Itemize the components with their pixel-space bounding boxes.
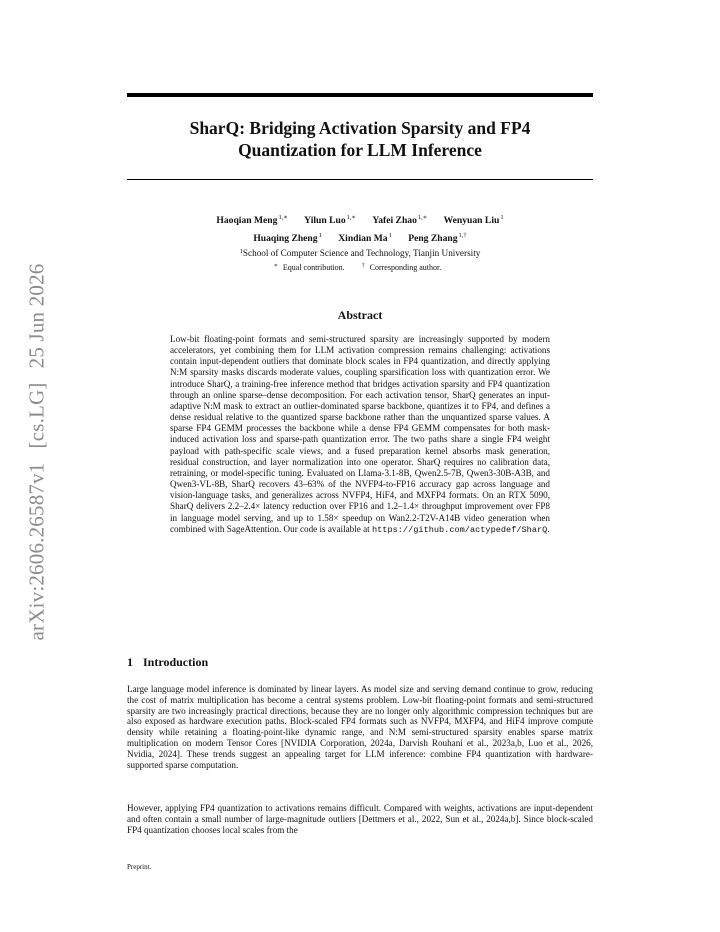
author (338, 233, 392, 244)
title-line-2: Quantization for LLM Inference (238, 140, 482, 160)
paper-title (127, 117, 593, 161)
author-mark: 1,† (458, 232, 467, 239)
footer-preprint: Preprint. (127, 863, 152, 871)
author-name: Yilun Luo (304, 215, 346, 226)
author-list (127, 210, 593, 246)
arxiv-id: arXiv:2606.26587v1 (24, 462, 49, 641)
author-name: Xindian Ma (338, 233, 388, 244)
code-repository-link[interactable]: https://github.com/actypedef/SharQ (371, 524, 548, 535)
author (253, 233, 322, 244)
title-line-1: SharQ: Bridging Activation Sparsity and FP4 (189, 118, 531, 138)
author-mark: 1 (388, 232, 392, 239)
author-notes (127, 261, 593, 273)
title-rule-top (127, 93, 593, 97)
author (444, 215, 504, 226)
author-mark: 1 (500, 214, 504, 221)
intro-paragraph-2: However, applying FP4 quantization to activations remains difficult. Compared with weights, activations are input-dependent and often contain a small number of large-magnitude outliers [Dettmers et al., 2022, Sun et al., 2024a,b]. Since block-scaled FP4 quantization chooses local scales from the (127, 803, 593, 835)
corresponding-author-text: Corresponding author. (369, 263, 442, 272)
abstract-end: . (547, 523, 550, 534)
author-name: Huaqing Zheng (253, 233, 318, 244)
equal-contribution-text: Equal contribution. (282, 263, 345, 272)
abstract-body (170, 334, 550, 536)
arxiv-identifier-stamp (25, 264, 50, 641)
equal-contribution-note (274, 263, 350, 272)
author-mark: 1 (318, 232, 322, 239)
author-name: Wenyuan Liu (443, 215, 500, 226)
corresponding-author-mark: † (361, 263, 365, 269)
author (372, 215, 427, 226)
author (408, 233, 466, 244)
section-number: 1 (127, 655, 133, 669)
affiliation-text: School of Computer Science and Technology, Tianjin University (242, 248, 481, 258)
author-mark: 1,∗ (278, 214, 288, 221)
section-heading-introduction (127, 654, 593, 670)
corresponding-author-note (362, 263, 447, 272)
abstract-heading: Abstract (337, 308, 383, 322)
author-mark: 1,∗ (346, 214, 356, 221)
author (216, 215, 287, 226)
intro-paragraph-1: Large language model inference is dominated by linear layers. As model size and serving demand continue to grow, reducing the cost of matrix multiplication has become a central systems problem. Low-bit floating-point formats and semi-structured sparsity are two increasingly practical directions, because they are no longer only algorithmic compression techniques but are also exposed as hardware execution paths. Block-scaled FP4 formats such as NVFP4, MXFP4, and HiF4 improve compute density while retaining a floating-point-like dynamic range, and N:M semi-structured sparsity enables sparse matrix multiplication on modern Tensor Cores [NVIDIA Corporation, 2024a, Darvish Rouhani et al., 2023a,b, Luo et al., 2026, Nvidia, 2024]. These trends suggest an appealing target for LLM inference: combine FP4 quantization with hardware-supported sparse computation. (127, 684, 593, 770)
affiliation-mark: 1 (239, 248, 243, 255)
author-mark: 1,∗ (417, 214, 428, 221)
equal-contribution-mark: ∗ (273, 263, 278, 269)
author (304, 215, 356, 226)
title-rule-bottom (127, 179, 593, 180)
affiliation (127, 246, 593, 259)
section-title: Introduction (143, 655, 209, 669)
author-name: Yafei Zhao (372, 215, 417, 226)
author-name: Haoqian Meng (216, 215, 278, 226)
arxiv-date: 25 Jun 2026 (24, 263, 49, 369)
abstract-text: Low-bit floating-point formats and semi-structured sparsity are increasingly supported by modern accelerators, yet combining them for LLM activation compression remains challenging: activations contain input-dependent outliers that dominate block scales in FP4 quantization, and directly applying N:M sparsity masks discards moderate values, coupling sparsification loss with quantization error. We introduce SharQ, a training-free inference method that bridges activation sparsity and FP4 quantization through an online sparse–dense decomposition. For each activation tensor, SharQ generates an input-adaptive N:M mask to extract an outlier-dominated sparse backbone, quantizes it to FP4, and defines a dense residual relative to the quantized sparse backbone rather than the unquantized sparse values. A sparse FP4 GEMM processes the backbone while a dense FP4 GEMM compensates for both mask-induced activation loss and sparse-path quantization error. The two paths share a single FP4 weight payload with path-specific scale views, and a fused preparation kernel absorbs mask generation, residual construction, and layer normalization into one operator. SharQ requires no calibration data, retraining, or model-specific tuning. Evaluated on Llama-3.1-8B, Qwen2.5-7B, Qwen3-30B-A3B, and Qwen3-VL-8B, SharQ recovers 43–63% of the NVFP4-to-FP16 accuracy gap across language and vision-language tasks, and generalizes across NVFP4, HiF4, and MXFP4 formats. On an RTX 5090, SharQ delivers 2.2–2.4× latency reduction over FP16 and 1.2–1.4× throughput improvement over FP8 in language model serving, and up to 1.58× speedup on Wan2.2-T2V-A14B video generation when combined with SageAttention. Our code is available at (170, 334, 550, 534)
author-name: Peng Zhang (408, 233, 458, 244)
arxiv-category: [cs.LG] (24, 382, 49, 449)
